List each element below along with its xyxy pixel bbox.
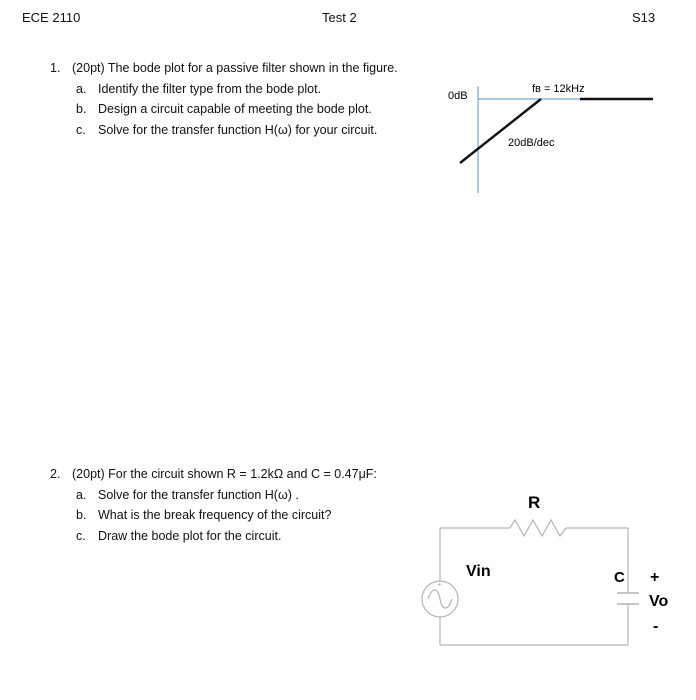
output-minus-sign: - [653, 618, 659, 635]
question-1 [50, 58, 398, 140]
vin-label: Vin [466, 563, 491, 580]
resistor-symbol [510, 520, 566, 536]
sine-wave-icon [428, 590, 452, 608]
source-plus-sign: + [437, 580, 442, 589]
break-frequency-label: fʙ = 12kHz [532, 83, 585, 95]
course-label: ECE 2110 [22, 10, 81, 25]
output-plus-sign: + [650, 569, 660, 586]
bode-plot-figure [440, 78, 670, 198]
question-number: 1. [50, 61, 61, 75]
question-part: b. What is the break frequency of the circuit? [76, 508, 332, 522]
question-stem: (20pt) For the circuit shown R = 1.2kΩ and C = 0.47μF: [72, 467, 377, 481]
vo-label: Vo [649, 593, 669, 610]
rc-circuit-diagram [410, 480, 696, 660]
question-number: 2. [50, 467, 61, 481]
question-part: b. Design a circuit capable of meeting the bode plot. [76, 102, 372, 116]
question-part: c. Draw the bode plot for the circuit. [76, 528, 282, 543]
question-2 [50, 464, 377, 546]
question-part: c. Solve for the transfer function H(ω) for your circuit. [76, 122, 378, 137]
question-stem: (20pt) The bode plot for a passive filter shown in the figure. [72, 61, 398, 75]
test-label: Test 2 [322, 10, 357, 25]
resistor-label: R [528, 493, 541, 512]
slope-label: 20dB/dec [508, 137, 555, 149]
rolloff-line [460, 99, 541, 163]
section-code: S13 [632, 10, 656, 25]
question-part: a. Solve for the transfer function H(ω) . [76, 487, 299, 502]
question-part: a. Identify the filter type from the bode plot. [76, 81, 322, 96]
zero-db-label: 0dB [448, 90, 468, 102]
capacitor-label: C [614, 569, 625, 586]
